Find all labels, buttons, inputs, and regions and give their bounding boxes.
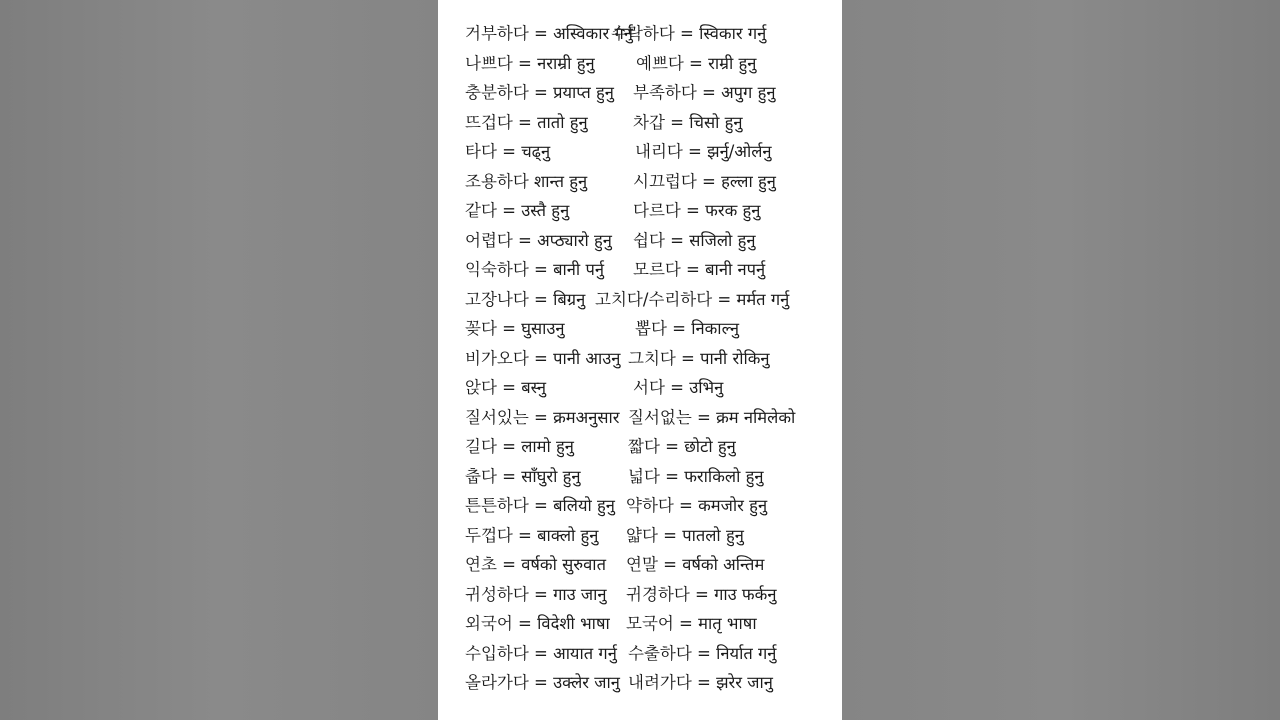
vocab-pair-left: 타다 = चढ्नु bbox=[465, 142, 551, 161]
vocab-pair-right: 얇다 = पातलो हुनु bbox=[626, 525, 744, 545]
vocabulary-list bbox=[465, 19, 842, 698]
vocab-pair-right: 다르다 = फरक हुनु bbox=[633, 201, 761, 220]
vocab-row bbox=[465, 373, 842, 403]
vocab-pair-right: 쉽다 = सजिलो हुनु bbox=[633, 230, 756, 250]
vocab-pair-right: 차갑 = चिसो हुनु bbox=[633, 112, 743, 132]
vocab-pair-left: 올라가다 = उक्लेर जानु bbox=[465, 673, 620, 692]
vocab-row bbox=[465, 521, 842, 551]
vocab-row bbox=[465, 432, 842, 462]
vocab-row bbox=[465, 19, 842, 49]
vocab-row bbox=[465, 226, 842, 256]
vocab-row bbox=[465, 668, 842, 698]
vocab-pair-right: 약하다 = कमजोर हुनु bbox=[626, 496, 768, 515]
right-blurred-background bbox=[842, 0, 1280, 720]
vocab-row bbox=[465, 344, 842, 374]
vocab-pair-left: 연초 = वर्षको सुरुवात bbox=[465, 555, 606, 574]
vocab-pair-left: 앉다 = बस्नु bbox=[465, 378, 547, 397]
vocab-pair-left: 길다 = लामो हुनु bbox=[465, 437, 574, 456]
vocab-row bbox=[465, 285, 842, 315]
vocab-pair-right: 그치다 = पानी रोकिनु bbox=[628, 348, 770, 368]
vocab-row bbox=[465, 639, 842, 669]
vocab-pair-right: 모르다 = बानी नपर्नु bbox=[633, 260, 766, 279]
vocab-pair-right: 뽑다 = निकाल्नु bbox=[635, 319, 739, 338]
vocab-row bbox=[465, 49, 842, 79]
vocab-pair-left: 같다 = उस्तै हुनु bbox=[465, 201, 570, 220]
vocab-pair-right: 시끄럽다 = हल्ला हुनु bbox=[633, 171, 776, 191]
vocab-pair-left: 고장나다 = बिग्रनु bbox=[465, 289, 586, 309]
vocab-pair-right: 수출하다 = निर्यात गर्नु bbox=[628, 643, 777, 663]
vocab-pair-left: 튼튼하다 = बलियो हुनु bbox=[465, 496, 615, 515]
vocab-pair-right: 서다 = उभिनु bbox=[633, 378, 724, 397]
vocab-pair-left: 춥다 = साँघुरो हुनु bbox=[465, 466, 581, 486]
vocab-pair-right: 질서없는 = क्रम नमिलेको bbox=[628, 407, 796, 427]
vocab-pair-right: 모국어 = मातृ भाषा bbox=[626, 614, 757, 633]
vocab-pair-left: 두껍다 = बाक्लो हुनु bbox=[465, 525, 599, 545]
vocab-pair-left: 귀성하다 = गाउ जानु bbox=[465, 584, 607, 604]
vocab-row bbox=[465, 491, 842, 521]
vocab-row bbox=[465, 550, 842, 580]
vocab-pair-right: 고치다/수리하다 = मर्मत गर्नु bbox=[595, 289, 790, 309]
vocab-pair-left: 비가오다 = पानी आउनु bbox=[465, 348, 621, 368]
vocab-pair-left: 뜨겁다 = तातो हुनु bbox=[465, 112, 588, 132]
vocab-row bbox=[465, 314, 842, 344]
vocab-row bbox=[465, 609, 842, 639]
vocab-pair-right: 수락하다 = स्विकार गर्नु bbox=[611, 24, 767, 43]
vocab-pair-left: 외국어 = विदेशी भाषा bbox=[465, 614, 610, 633]
vocab-row bbox=[465, 167, 842, 197]
vocab-row bbox=[465, 255, 842, 285]
vocab-pair-right: 내리다 = झर्नु/ओर्लनु bbox=[635, 142, 772, 161]
vocab-pair-left: 거부하다 = अस्विकार गर्नु bbox=[465, 24, 633, 43]
vocab-pair-right: 부족하다 = अपुग हुनु bbox=[633, 83, 776, 102]
vocab-pair-left: 나쁘다 = नराम्री हुनु bbox=[465, 53, 595, 73]
vocab-pair-left: 조용하다 शान्त हुनु bbox=[465, 171, 588, 191]
vocab-row bbox=[465, 403, 842, 433]
vocab-pair-right: 넓다 = फराकिलो हुनु bbox=[628, 466, 764, 486]
vocab-pair-right: 연말 = वर्षको अन्तिम bbox=[626, 555, 765, 574]
vocab-pair-left: 어렵다 = अप्ठ्यारो हुनु bbox=[465, 230, 612, 250]
vocabulary-sheet bbox=[438, 0, 842, 720]
vocab-pair-left: 익숙하다 = बानी पर्नु bbox=[465, 260, 604, 279]
vocab-pair-right: 예쁘다 = राम्री हुनु bbox=[636, 53, 757, 73]
vocab-row bbox=[465, 78, 842, 108]
vocab-pair-left: 수입하다 = आयात गर्नु bbox=[465, 643, 617, 663]
vocab-pair-left: 충분하다 = प्रयाप्त हुनु bbox=[465, 83, 614, 102]
vocab-row bbox=[465, 580, 842, 610]
vocab-row bbox=[465, 137, 842, 167]
vocab-row bbox=[465, 462, 842, 492]
vocab-pair-right: 내려가다 = झरेर जानु bbox=[628, 673, 773, 692]
left-blurred-background bbox=[0, 0, 438, 720]
vocab-pair-right: 귀경하다 = गाउ फर्कनु bbox=[626, 584, 777, 604]
vocab-pair-left: 질서있는 = क्रमअनुसार bbox=[465, 407, 620, 427]
vocab-pair-right: 짧다 = छोटो हुनु bbox=[628, 437, 736, 456]
vocab-row bbox=[465, 108, 842, 138]
vocab-row bbox=[465, 196, 842, 226]
vocab-pair-left: 꽂다 = घुसाउनु bbox=[465, 319, 565, 338]
